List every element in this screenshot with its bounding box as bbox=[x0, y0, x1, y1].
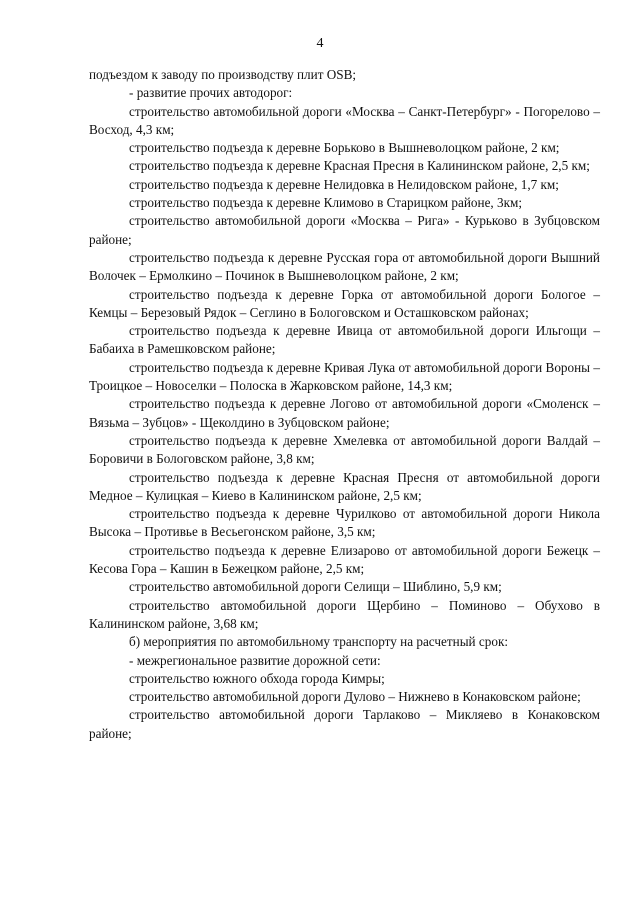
paragraph: строительство подъезда к деревне Логово от автомобильной дороги «Смоленск – Вязьма – Зубцов» - Щеколдино в Зубцовском районе; bbox=[89, 396, 600, 430]
document-body bbox=[89, 66, 600, 743]
paragraph: строительство подъезда к деревне Нелидовка в Нелидовском районе, 1,7 км; bbox=[129, 176, 559, 192]
paragraph: строительство подъезда к деревне Хмелевка от автомобильной дороги Валдай – Боровичи в Бологовском районе, 3,8 км; bbox=[89, 432, 600, 467]
paragraph: строительство автомобильной дороги Дулово – Нижнево в Конаковском районе; bbox=[129, 689, 581, 705]
paragraph: строительство подъезда к деревне Ивица от автомобильной дороги Ильгощи – Бабаиха в Рамешковском районе; bbox=[89, 323, 600, 357]
paragraph: строительство подъезда к деревне Чурилково от автомобильной дороги Никола Высока – Противье в Весьегонском районе, 3,5 км; bbox=[89, 506, 600, 540]
paragraph: строительство автомобильной дороги «Москва – Рига» - Курьково в Зубцовском районе; bbox=[89, 213, 600, 247]
paragraph: строительство подъезда к деревне Климово в Старицком районе, 3км; bbox=[129, 195, 523, 211]
paragraph: строительство южного обхода города Кимры; bbox=[129, 670, 385, 686]
paragraph: строительство подъезда к деревне Кривая Лука от автомобильной дороги Вороны – Троицкое – Новоселки – Полоска в Жарковском районе, 14,3 км; bbox=[89, 359, 600, 394]
paragraph: строительство автомобильной дороги Тарлаково – Микляево в Конаковском районе; bbox=[89, 707, 600, 741]
paragraph: строительство подъезда к деревне Красная Пресня в Калининском районе, 2,5 км; bbox=[129, 158, 590, 174]
paragraph: - межрегиональное развитие дорожной сети: bbox=[129, 652, 381, 668]
paragraph: строительство автомобильной дороги Селищи – Шиблино, 5,9 км; bbox=[129, 579, 502, 595]
paragraph: строительство подъезда к деревне Елизарово от автомобильной дороги Бежецк – Кесова Гора – Кашин в Бежецком районе, 2,5 км; bbox=[89, 542, 600, 577]
page-number: 4 bbox=[316, 36, 324, 51]
paragraph: б) мероприятия по автомобильному транспорту на расчетный срок: bbox=[129, 634, 509, 650]
paragraph: строительство подъезда к деревне Красная Пресня от автомобильной дороги Медное – Кулицкая – Киево в Калининском районе, 2,5 км; bbox=[89, 469, 600, 503]
paragraph: подъездом к заводу по производству плит OSB; bbox=[89, 67, 357, 82]
paragraph: строительство автомобильной дороги Щербино – Поминово – Обухово в Калининском районе, 3,68 км; bbox=[89, 597, 600, 631]
paragraph: строительство подъезда к деревне Борьково в Вышневолоцком районе, 2 км; bbox=[129, 140, 560, 156]
paragraph: строительство автомобильной дороги «Москва – Санкт-Петербург» - Погорелово – Восход, 4,3 км; bbox=[89, 103, 600, 137]
paragraph: - развитие прочих автодорог: bbox=[129, 85, 293, 101]
paragraph: строительство подъезда к деревне Горка от автомобильной дороги Бологое – Кемцы – Березовый Рядок – Сеглино в Бологовском и Осташковском районах; bbox=[89, 286, 600, 320]
paragraph: строительство подъезда к деревне Русская гора от автомобильной дороги Вышний Волочек – Ермолкино – Починок в Вышневолоцком районе, 2 км; bbox=[89, 249, 600, 284]
